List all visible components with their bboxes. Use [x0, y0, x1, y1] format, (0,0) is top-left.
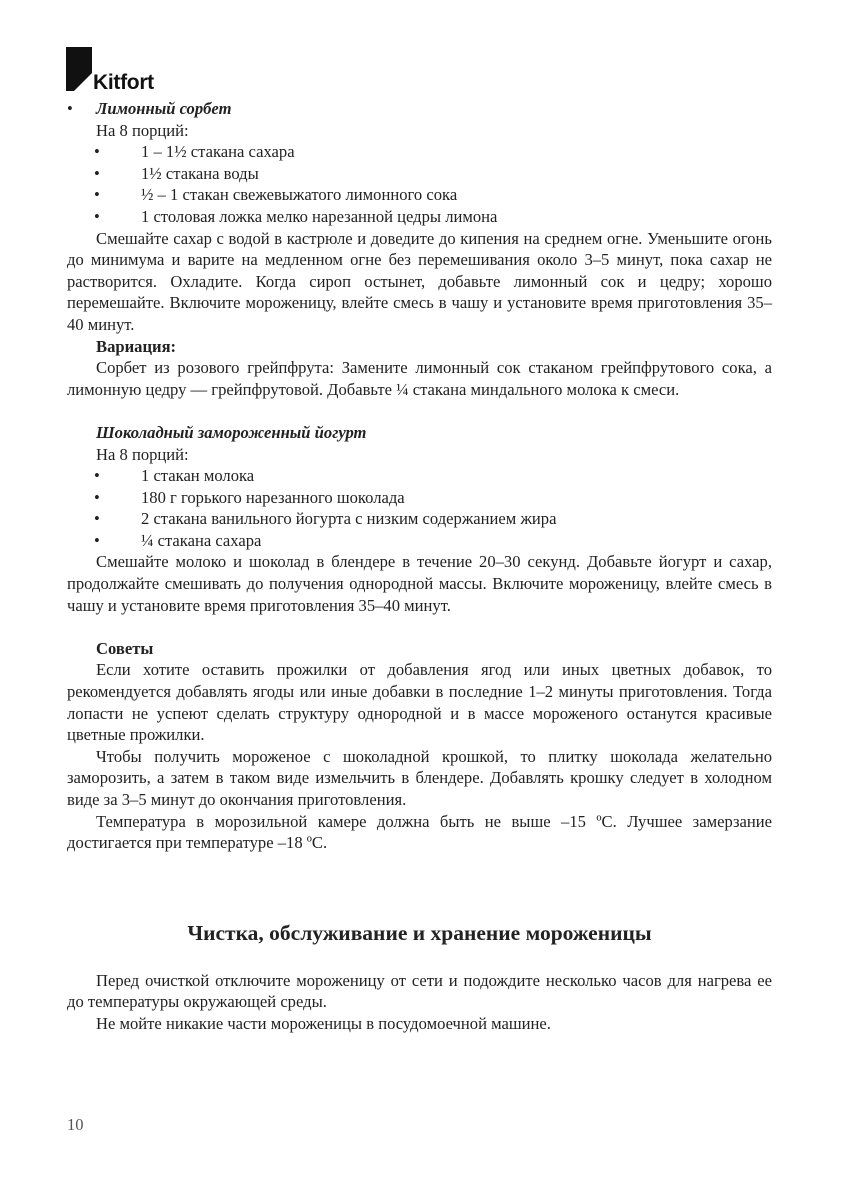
spacer	[67, 616, 772, 638]
sorbet-title: Лимонный сорбет	[96, 99, 232, 118]
tips-title: Советы	[96, 638, 154, 658]
bullet-icon: •	[94, 509, 100, 529]
ingredient-text: 1 – 1½ стакана сахара	[141, 142, 295, 162]
ingredient-text: 1½ стакана воды	[141, 163, 259, 183]
tip-paragraph: Чтобы получить мороженое с шоколадной крошкой, то плитку шоколада желательно заморозить, а затем в таком виде измельчить в блендере. Добавлять крошку следует в холодном виде за 3–5 минут до окончания приготовления.	[67, 746, 772, 809]
bullet-icon: •	[94, 142, 100, 162]
ingredient-item	[67, 530, 772, 552]
ingredient-item	[67, 465, 772, 487]
page-number: 10	[67, 1115, 84, 1134]
ingredient-item	[67, 508, 772, 530]
bullet-icon: •	[94, 206, 100, 226]
spacer	[67, 400, 772, 422]
ingredient-text: 1 стакан молока	[141, 466, 255, 486]
ingredient-text: 1 столовая ложка мелко нарезанной цедры лимона	[141, 206, 498, 226]
yogurt-title: Шоколадный замороженный йогурт	[96, 422, 367, 442]
bullet-icon: •	[94, 163, 100, 183]
sorbet-servings: На 8 порций:	[96, 120, 189, 140]
variation-text: Сорбет из розового грейпфрута: Замените лимонный сок стаканом грейпфрутового сока, а лимонную цедру — грейпфрутовой. Добавьте ¼ стакана миндального молока к смеси.	[67, 358, 772, 399]
ingredient-item	[67, 163, 772, 185]
ingredient-text: ¼ стакана сахара	[141, 530, 262, 550]
kitfort-logo-icon	[66, 47, 92, 91]
sorbet-heading	[67, 98, 772, 120]
bullet-icon: •	[94, 185, 100, 205]
ingredient-text: 2 стакана ванильного йогурта с низким содержанием жира	[141, 509, 557, 529]
ingredient-item	[67, 206, 772, 228]
page-content	[67, 98, 772, 1035]
bullet-icon: •	[67, 99, 73, 118]
brand-logo	[66, 47, 176, 97]
bullet-icon: •	[94, 530, 100, 550]
tip-paragraph: Температура в морозильной камере должна быть не выше –15 ºС. Лучшее замерзание достигается при температуре –18 ºС.	[67, 811, 772, 853]
tip-paragraph: Если хотите оставить прожилки от добавления ягод или иных цветных добавок, то рекомендуется добавлять ягоды или иные добавки в последние 1–2 минуты приготовления. Тогда лопасти не успеют сделать структуру однородной и в массе мороженого останутся красивые цветные прожилки.	[67, 660, 772, 745]
bullet-icon: •	[94, 487, 100, 507]
ingredient-item	[67, 487, 772, 509]
variation-title: Вариация:	[96, 336, 177, 356]
ingredient-item	[67, 184, 772, 206]
sorbet-method: Смешайте сахар с водой в кастрюле и доведите до кипения на среднем огне. Уменьшите огонь до минимума и варите на медленном огне без перемешивания около 3–5 минут, пока сахар не растворится. Охладите. Когда сироп остынет, добавьте лимонный сок и цедру; хорошо перемешайте. Включите мороженицу, влейте смесь в чашу и установите время приготовления 35–40 минут.	[67, 228, 772, 334]
cleaning-paragraph: Перед очисткой отключите мороженицу от сети и подождите несколько часов для нагрева ее до температуры окружающей среды.	[67, 970, 772, 1012]
bullet-icon: •	[94, 466, 100, 486]
ingredient-text: 180 г горького нарезанного шоколада	[141, 487, 405, 507]
cleaning-paragraph: Не мойте никакие части мороженицы в посудомоечной машине.	[96, 1013, 551, 1033]
ingredient-item	[67, 141, 772, 163]
ingredient-text: ½ – 1 стакан свежевыжатого лимонного сока	[141, 185, 458, 205]
yogurt-servings: На 8 порций:	[96, 444, 189, 464]
brand-name: Kitfort	[93, 71, 154, 94]
section-heading: Чистка, обслуживание и хранение мороженицы	[187, 920, 652, 945]
yogurt-method: Смешайте молоко и шоколад в блендере в течение 20–30 секунд. Добавьте йогурт и сахар, продолжайте смешивать до получения однородной массы. Включите мороженицу, влейте смесь в чашу и установите время приготовления 35–40 минут.	[67, 552, 772, 615]
